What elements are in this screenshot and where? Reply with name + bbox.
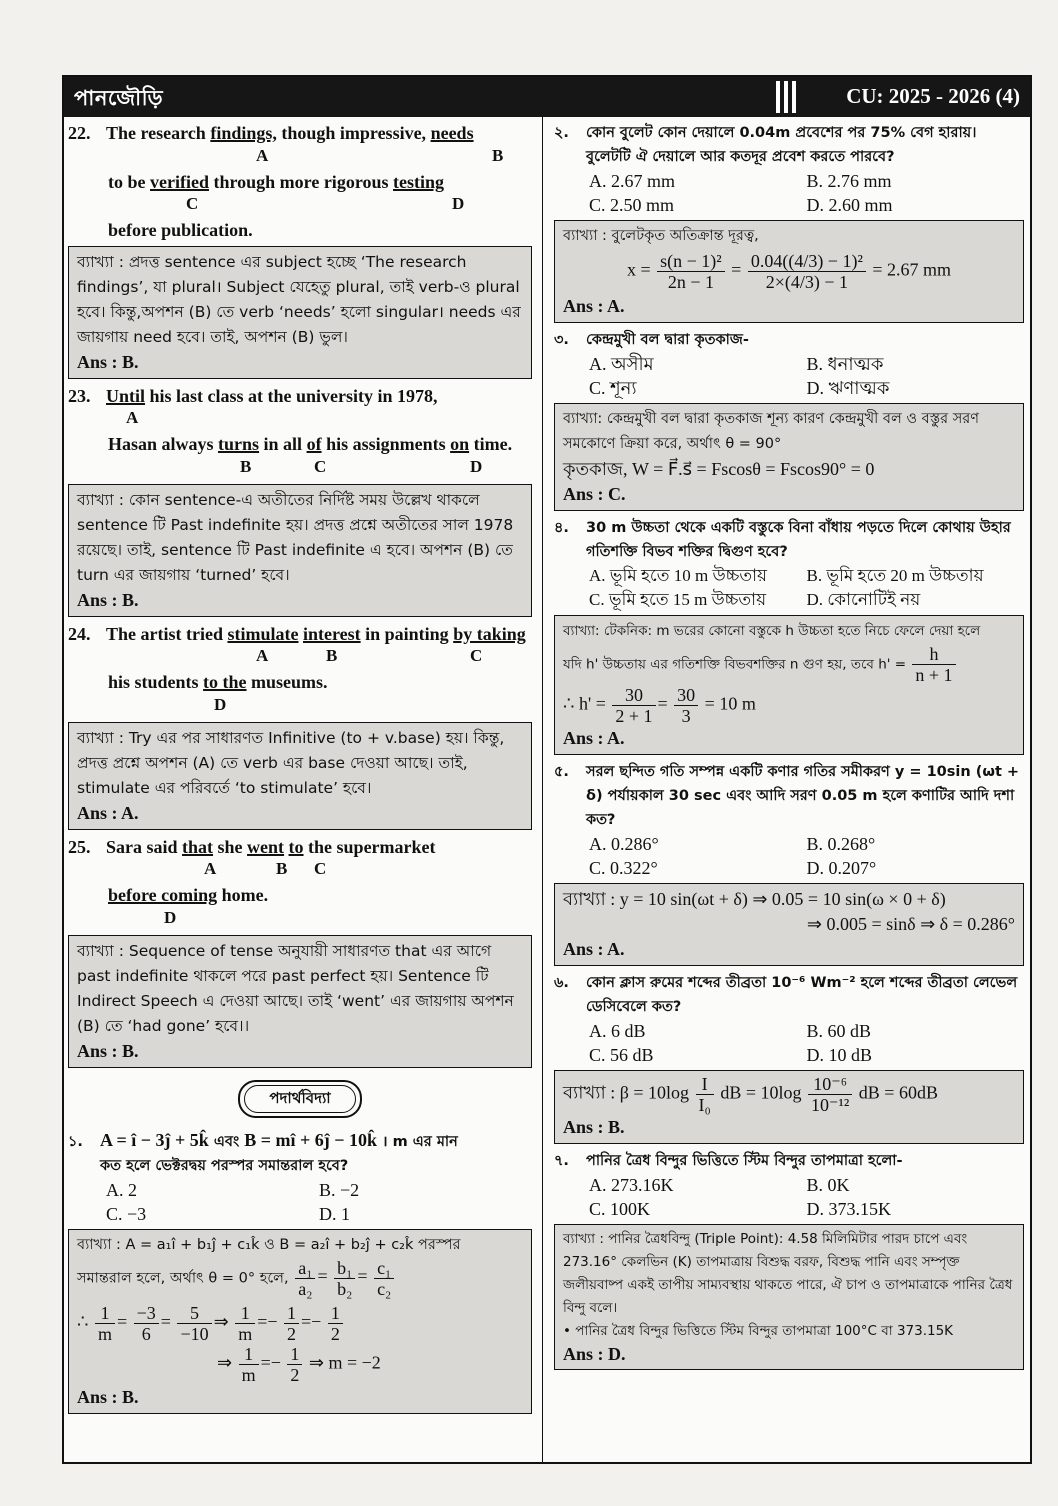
explanation-box: ব্যাখ্যা: কেন্দ্রমুখী বল দ্বারা কৃতকাজ শূন্য কারণ কেন্দ্রমুখী বল ও বস্তুর সরণ সমকোণে ক্রিয়া করে, অর্থাৎ θ = 90° কৃতকাজ, W = F⃗.s⃗ = Fscosθ = Fscos90° = 0 Ans : C. xyxy=(554,403,1024,511)
explanation-box: ব্যাখ্যা : বুলেটকৃত অতিক্রান্ত দূরত্ব, x = $\frac{\text{s(n − 1)²}}{2n - 1}$ = $\frac{\text{0.04((4/3) − 1)²}}{2\times(4/3) - 1}$ = 2.67 mm Ans : A. xyxy=(554,220,1024,323)
explanation-box: ব্যাখ্যা : কোন sentence-এ অতীতের নির্দিষ্ট সময় উল্লেখ থাকলে sentence টি Past indefinite হয়। প্রদত্ত প্রশ্নে অতীতের সাল 1978 রয়েছে। তাই, sentence টি Past indefinite এ হবে। অপশন (B) তে turn এর জায়গায় ‘turned’ হবে। Ans : B. xyxy=(68,484,532,617)
column-divider xyxy=(542,117,543,1462)
right-column xyxy=(554,121,1024,1375)
explanation-box: ব্যাখ্যা : β = 10log $\frac{I}{\text{I₀}}$ dB = 10log $\frac{\text{10⁻⁶}}{\text{10⁻¹²}}$ dB = 60dB Ans : B. xyxy=(554,1070,1024,1144)
explanation-box: ব্যাখ্যা : Sequence of tense অনুযায়ী সাধারণত that এর আগে past indefinite থাকলে পরে past perfect হয়। Sentence টি Indirect Speech এ দেওয়া আছে। তাই ‘went’ এর জায়গায় অপশন (B) তে ‘had gone’ হবে।। Ans : B. xyxy=(68,935,532,1068)
header-bar xyxy=(64,77,1030,117)
question-23: 23. Until his last class at the university in 1978, A Hasan always turns in all of his assignments on time. B C D ব্যাখ্যা : কোন sentence-এ অতীতের নির্দিষ্ট সময় উল্লেখ থাকলে sentence টি Past indefinite হয়। প্রদত্ত প্রশ্নে অতীতের সাল 1978 রয়েছে। তাই, sentence টি Past indefinite এ হবে। অপশন (B) তে turn এর জায়গায় ‘turned’ হবে। Ans : B. xyxy=(68,384,532,617)
question-25: 25. Sara said that she went to the supermarket A B C before coming home. D ব্যাখ্যা : Sequence of tense অনুযায়ী সাধারণত that এর আগে past indefinite থাকলে পরে past perfect হয়। Sentence টি Indirect Speech এ দেওয়া আছে। তাই ‘went’ এর জায়গায় অপশন (B) তে ‘had gone’ হবে।। Ans : B. xyxy=(68,835,532,1068)
exam-code: CU: 2025 - 2026 (4) xyxy=(846,84,1020,108)
section-heading: পদার্থবিদ্যা xyxy=(238,1080,362,1118)
physics-question-7: ৭. পানির ত্রৈধ বিন্দুর ভিত্তিতে স্টিম বিন্দুর তাপমাত্রা হলো- A. 273.16K B. 0K C. 100K D. 373.15K ব্যাখ্যা : পানির ত্রৈধবিন্দু (Triple Point): 4.58 মিলিমিটার পারদ চাপে এবং 273.16° কেলভিন (K) তাপমাত্রায় বিশুদ্ধ বরফ, বিশুদ্ধ পানি এবং সম্পৃক্ত জলীয়বাষ্প একই তাপীয় সাম্যবস্থায় থাকতে পারে, ঐ চাপ ও তাপমাত্রাকে পানির ত্রৈধ বিন্দু বলে। • পানির ত্রৈধ বিন্দুর ভিত্তিতে স্টিম বিন্দুর তাপমাত্রা 100°C বা 373.15K Ans : D. xyxy=(554,1149,1024,1370)
physics-question-5: ৫. সরল ছন্দিত গতি সম্পন্ন একটি কণার গতির সমীকরণ y = 10sin (ωt + δ) পর্যায়কাল 30 sec এবং আদি সরণ 0.05 m হলে কণাটির আদি দশা কত? A. 0.286° B. 0.268° C. 0.322° D. 0.207° ব্যাখ্যা : y = 10 sin(ωt + δ) ⇒ 0.05 = 10 sin(ω × 0 + δ) ⇒ 0.005 = sinδ ⇒ δ = 0.286° Ans : A. xyxy=(554,760,1024,966)
explanation-box: ব্যাখ্যা : y = 10 sin(ωt + δ) ⇒ 0.05 = 10 sin(ω × 0 + δ) ⇒ 0.005 = sinδ ⇒ δ = 0.286° Ans : A. xyxy=(554,883,1024,966)
page xyxy=(62,75,1032,1464)
physics-question-3: ৩. কেন্দ্রমুখী বল দ্বারা কৃতকাজ- A. অসীম B. ধনাত্মক C. শূন্য D. ঋণাত্মক ব্যাখ্যা: কেন্দ্রমুখী বল দ্বারা কৃতকাজ শূন্য কারণ কেন্দ্রমুখী বল ও বস্তুর সরণ সমকোণে ক্রিয়া করে, অর্থাৎ θ = 90° কৃতকাজ, W = F⃗.s⃗ = Fscosθ = Fscos90° = 0 Ans : C. xyxy=(554,328,1024,511)
explanation-box: ব্যাখ্যা : Try এর পর সাধারণত Infinitive (to + v.base) হয়। কিন্তু, প্রদত্ত প্রশ্নে অপশন (A) তে verb এর base দেওয়া আছে। তাই, stimulate এর পরিবর্তে ‘to stimulate’ হবে। Ans : A. xyxy=(68,722,532,830)
physics-question-6: ৬. কোন ক্লাস রুমের শব্দের তীব্রতা 10⁻⁶ Wm⁻² হলে শব্দের তীব্রতা লেভেল ডেসিবেলে কত? A. 6 dB B. 60 dB C. 56 dB D. 10 dB ব্যাখ্যা : β = 10log $\frac{I}{\text{I₀}}$ dB = 10log $\frac{\text{10⁻⁶}}{\text{10⁻¹²}}$ dB = 60dB Ans : B. xyxy=(554,971,1024,1144)
brand-logo: পানজৌড়ি xyxy=(74,86,164,110)
explanation-box: ব্যাখ্যা: টেকনিক: m ভরের কোনো বস্তুকে h উচ্চতা হতে নিচে ফেলে দেয়া হলে যদি h' উচ্চতায় এর গতিশক্তি বিভবশক্তির n গুণ হয়, তবে h' = $\frac{h}{n + 1}$ ∴ h' = $\frac{30}{2 + 1}$ = $\frac{30}{3}$ = 10 m Ans : A. xyxy=(554,615,1024,755)
left-column xyxy=(68,121,532,1419)
question-22: 22. The research findings, though impressive, needs A B to be verified through more rigorous testing C D before publication. ব্যাখ্যা : প্রদত্ত sentence এর subject হচ্ছে ‘The research findings’, যা plural। Subject যেহেতু plural, তাই verb-ও plural হবে। কিন্তু,অপশন (B) তে verb ‘needs’ হলো singular। needs এর জায়গায় need হবে। তাই, অপশন (B) ভুল। Ans : B. xyxy=(68,121,532,379)
explanation-box: ব্যাখ্যা : পানির ত্রৈধবিন্দু (Triple Point): 4.58 মিলিমিটার পারদ চাপে এবং 273.16° কেলভিন (K) তাপমাত্রায় বিশুদ্ধ বরফ, বিশুদ্ধ পানি এবং সম্পৃক্ত জলীয়বাষ্প একই তাপীয় সাম্যবস্থায় থাকতে পারে, ঐ চাপ ও তাপমাত্রাকে পানির ত্রৈধ বিন্দু বলে। • পানির ত্রৈধ বিন্দুর ভিত্তিতে স্টিম বিন্দুর তাপমাত্রা 100°C বা 373.15K Ans : D. xyxy=(554,1224,1024,1370)
physics-question-1: ১. A = î − 3ĵ + 5k̂ এবং B = mî + 6ĵ − 10k̂ । m এর মান কত হলে ভেক্টরদ্বয় পরস্পর সমান্তরাল হবে? A. 2 B. −2 C. −3 D. 1 ব্যাখ্যা : A = a₁î + b₁ĵ + c₁k̂ ও B = a₂î + b₂ĵ + c₂k̂ পরস্পর সমান্তরাল হলে, অর্থাৎ θ = 0° হলে, $\frac{\text{a₁}}{\text{a₂}}$ = $\frac{\text{b₁}}{\text{b₂}}$ = $\frac{\text{c₁}}{\text{c₂}}$ ∴ $\frac{1}{m}$ = $\frac{-3}{6}$ = $\frac{5}{-10}$ ⇒ $\frac{1}{m}$ =− $\frac{1}{2}$ =− $\frac{1}{2}$ ⇒ $\frac{1}{m}$ =− $\frac{1}{2}$ ⇒ m = −2 Ans : B. xyxy=(68,1128,532,1414)
explanation-box: ব্যাখ্যা : প্রদত্ত sentence এর subject হচ্ছে ‘The research findings’, যা plural। Subject যেহেতু plural, তাই verb-ও plural হবে। কিন্তু,অপশন (B) তে verb ‘needs’ হলো singular। needs এর জায়গায় need হবে। তাই, অপশন (B) ভুল। Ans : B. xyxy=(68,246,532,379)
physics-question-2: ২. কোন বুলেট কোন দেয়ালে 0.04m প্রবেশের পর 75% বেগ হারায়। বুলেটটি ঐ দেয়ালে আর কতদূর প্রবেশ করতে পারবে? A. 2.67 mm B. 2.76 mm C. 2.50 mm D. 2.60 mm ব্যাখ্যা : বুলেটকৃত অতিক্রান্ত দূরত্ব, x = $\frac{\text{s(n − 1)²}}{2n - 1}$ = $\frac{\text{0.04((4/3) − 1)²}}{2\times(4/3) - 1}$ = 2.67 mm Ans : A. xyxy=(554,121,1024,323)
question-24: 24. The artist tried stimulate interest in painting by taking A B C his students to the museums. D ব্যাখ্যা : Try এর পর সাধারণত Infinitive (to + v.base) হয়। কিন্তু, প্রদত্ত প্রশ্নে অপশন (A) তে verb এর base দেওয়া আছে। তাই, stimulate এর পরিবর্তে ‘to stimulate’ হবে। Ans : A. xyxy=(68,622,532,830)
physics-question-4: ৪. 30 m উচ্চতা থেকে একটি বস্তুকে বিনা বাঁধায় পড়তে দিলে কোথায় উহার গতিশক্তি বিভব শক্তির দ্বিগুণ হবে? A. ভূমি হতে 10 m উচ্চতায় B. ভূমি হতে 20 m উচ্চতায় C. ভূমি হতে 15 m উচ্চতায় D. কোনোটিই নয় ব্যাখ্যা: টেকনিক: m ভরের কোনো বস্তুকে h উচ্চতা হতে নিচে ফেলে দেয়া হলে যদি h' উচ্চতায় এর গতিশক্তি বিভবশক্তির n গুণ হয়, তবে h' = $\frac{h}{n + 1}$ ∴ h' = $\frac{30}{2 + 1}$ = $\frac{30}{3}$ = 10 m Ans : A. xyxy=(554,516,1024,755)
explanation-box: ব্যাখ্যা : A = a₁î + b₁ĵ + c₁k̂ ও B = a₂î + b₂ĵ + c₂k̂ পরস্পর সমান্তরাল হলে, অর্থাৎ θ = 0° হলে, $\frac{\text{a₁}}{\text{a₂}}$ = $\frac{\text{b₁}}{\text{b₂}}$ = $\frac{\text{c₁}}{\text{c₂}}$ ∴ $\frac{1}{m}$ = $\frac{-3}{6}$ = $\frac{5}{-10}$ ⇒ $\frac{1}{m}$ =− $\frac{1}{2}$ =− $\frac{1}{2}$ ⇒ $\frac{1}{m}$ =− $\frac{1}{2}$ ⇒ m = −2 Ans : B. xyxy=(68,1229,532,1414)
header-bars-decoration xyxy=(776,81,798,113)
